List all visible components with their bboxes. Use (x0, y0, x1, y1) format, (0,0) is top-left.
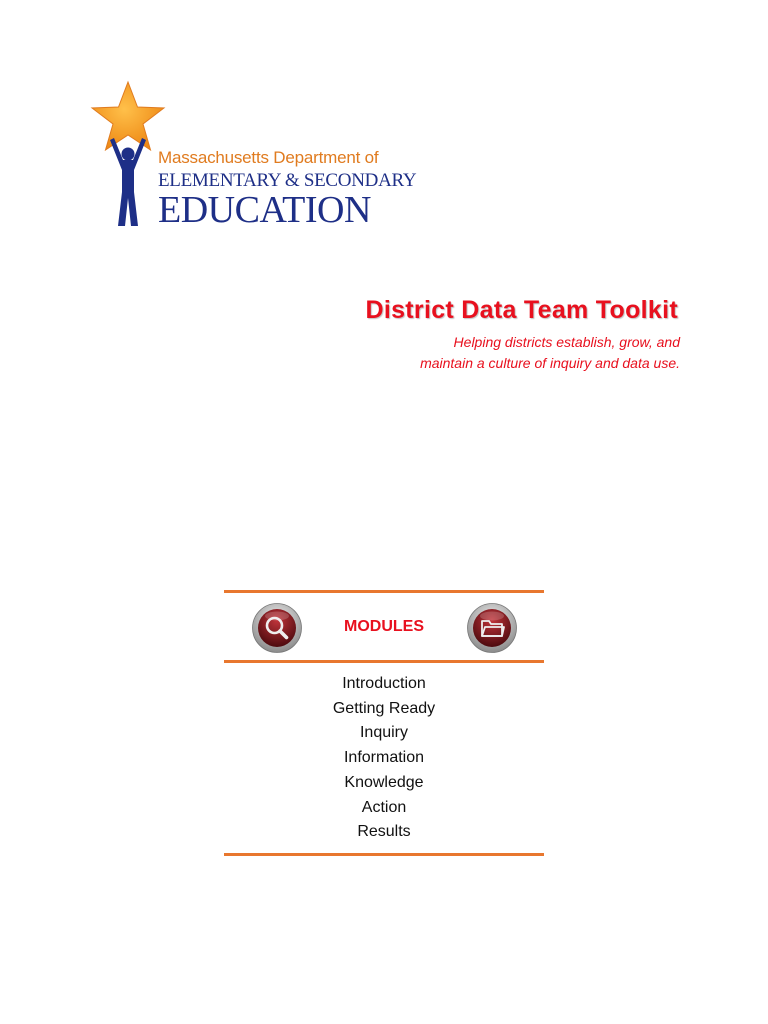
subtitle-line-2: maintain a culture of inquiry and data use. (420, 355, 680, 371)
modules-bottom-rule (224, 853, 544, 856)
module-link-results[interactable]: Results (357, 823, 411, 841)
modules-heading: MODULES (344, 618, 424, 635)
logo-line-department: Massachusetts Department of (158, 148, 379, 167)
module-link-inquiry[interactable]: Inquiry (359, 724, 409, 742)
module-link-getting-ready[interactable]: Getting Ready (332, 699, 436, 717)
dese-logo (88, 80, 417, 232)
subtitle-line-1: Helping districts establish, grow, and (453, 334, 680, 350)
modules-list (224, 663, 544, 853)
logo-line-elementary: ELEMENTARY & SECONDARY (158, 170, 417, 191)
page-title: District Data Team Toolkit (365, 296, 678, 324)
module-link-information[interactable]: Information (343, 749, 425, 767)
module-link-knowledge[interactable]: Knowledge (344, 773, 424, 791)
folder-icon (467, 603, 517, 653)
modules-panel (224, 590, 544, 856)
star-person-icon (88, 80, 168, 230)
modules-header (224, 593, 544, 660)
page-subtitle (420, 332, 680, 374)
module-link-action[interactable]: Action (361, 798, 407, 816)
folder-button[interactable] (467, 603, 517, 653)
module-link-introduction[interactable]: Introduction (342, 675, 426, 692)
logo-line-education: EDUCATION (158, 189, 371, 231)
